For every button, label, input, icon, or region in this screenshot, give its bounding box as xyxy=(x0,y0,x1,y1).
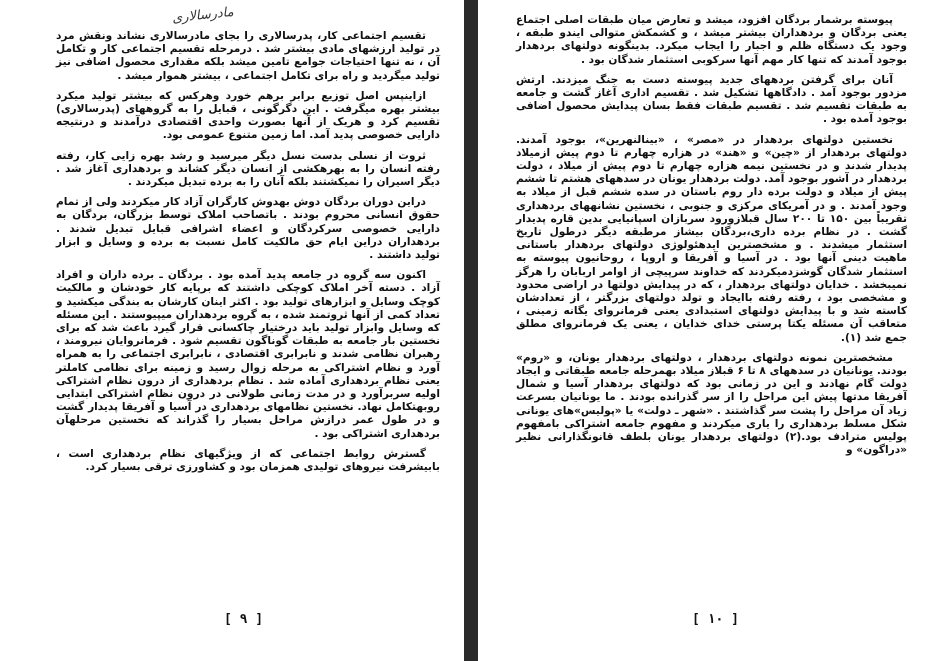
paragraph: دراین دوران بردگان دوش بهدوش کارگران آزاد کار میکردند ولی از تمام حقوق انسانی محروم بودند . باتصاحب املاک توسط بزرگان، بردگان به دارایی خصوصی سرکردگان و اعضاء اشرافی قبایل تبدیل شدند . بردهداران دراین ایام حق مالکیت کامل نسبت به برده و وسایل و ابزار تولید داشتند . xyxy=(56,196,440,262)
paragraph: پیوسته برشمار بردگان افزود، میشد و تعارض میان طبقات اصلی اجتماع یعنی بردگان و بردهداران بیشتر میشد ، و کشمکش متوالی ایندو طبقه ، وجود یک دستگاه ظلم و اجبار را ایجاب میکرد. بدینگونه دولتهای بردهدار بوجود آمدند که تنها کار مهم آنها سرکوبی استثمار شدگان بود . xyxy=(516,14,907,66)
left-page-text xyxy=(56,30,440,481)
page-number: [ ۹ ] xyxy=(224,612,264,627)
paragraph: تقسیم اجتماعی کار، پدرسالاری را بجای مادرسالاری نشاند ونقش مرد در تولید ارزشهای مادی بیشتر شد . درمرحله تقسیم اجتماعی کار و تکامل آن ، نه تنها احتیاجات جوامع تامین میشد بلکه مقداری محصول اضافی نیز تولید میگردید و راه برای تکامل اجتماعی ، بیشتر هموار میشد . xyxy=(56,30,440,82)
book-gutter xyxy=(464,0,478,661)
paragraph: مشخصترین نمونه دولتهای بردهدار ، دولتهای بردهدار یونان، و «روم» بودند. یونانیان در سدههای ۸ تا ۶ قبلاز میلاد بهمرحله جامعه طبقاتی و ایجاد دولت گام نهادند و این در زمانی بود که دولتهای بردهدار آسیا و شمال آفریقا مدتها پیش این مراحل را از سر گذرانده بودند . ما یونانیان بسرعت زیاد آن مراحل را پشت سر گذاشتند . «شهر ـ دولت» یا «پولیس»های یونانی شکل مسلط بردهداری را یاری میکردند و مفهوم جامعه اشتراکی بامفهوم پولیس مترادف بود.(۲) دولتهای بردهدار یونان بلطف قانونگذارانی نظیر «دراگون» و xyxy=(516,351,907,457)
paragraph: آنان برای گرفتن بردههای جدید پیوسته دست به جنگ میزدند. ارتش مزدور بوجود آمد . دادگاهها تشکیل شد . تقسیم اداری آغاز گشت و جامعه به طبقات تقسیم شد . تقسیم طبقات فقط بسان پیدایش محصول اضافی بوجود آمده بود . xyxy=(516,73,907,126)
handwritten-annotation: مادرسالاری xyxy=(171,4,235,27)
paragraph: گسترش روابط اجتماعی که از ویژگیهای نظام بردهداری است ، بابیشرفت نیروهای تولیدی همزمان بود و کشاورزی ترقی بسیار کرد. xyxy=(56,447,440,474)
right-page-text xyxy=(516,14,907,465)
paragraph: اکنون سه گروه در جامعه پدید آمده بود . بردگان ـ برده داران و افراد آزاد . دسته آخر املاک کوچکی داشتند که برپایه کار خودشان و مالکیت کوچک وسایل و ابزارهای تولید بود . اکثر اینان کارشان به بندگی میکشید و تعداد کمی از آنها ثروتمند شده ، به گروه بردهداران میپیوستند . این مسئله که وسایل وابزار تولید باید درختیار چاکسانی قرار گیرد باعث شد که برای نخستین بار جامعه به طبقات گوناگون تقسیم شود . فرمانروایان نیرومند ، رهبران نظامی شدند و نابرابری اقتصادی ، نابرابری اجتماعی را به همراه آورد و نظام اشتراکی به مرحله زوال رسید و زمینه برای نظامی کاملتر یعنی نظام بردهداری آماده شد . نظام بردهداری از درون نظام اشتراکی اولیه سربرآورد و در مدت زمانی طولانی در درون نظام اشتراکی ابتدایی روبهتکامل نهاد. نخستین نظامهای بردهداری در آسیا و آفریقا پدیدار گشت و در طول عمر درازش مراحل بسیار را گذراند که نخستین مرحلهآن بردهداری اشتراکی بود . xyxy=(56,269,440,440)
paragraph: نخستین دولتهای بردهدار در «مصر» ، «بینالنهرین»، بوجود آمدند. دولتهای بردهدار از «چین» و «هند» در هزاره چهارم تا دوم پیش ازمیلاد پدیدار شدند و در نخستین نیمه هزاره چهارم تا دوم پیش از میلاد ، دولت بردهدار در آشور بوجود آمد. دولت بردهدار یونان در سدههای هشتم تا ششم پیش از میلاد و دولت برده دار روم باستان در سده ششم قبل از میلاد به وجود آمدند . و در آمریکای مرکزی و جنوبی ، نخستین نشانههای بردهداری تقریباً بین ۱۵۰ تا ۲۰۰ سال قبلازورود سربازان اسپانیایی بدین قاره پدیدار گشت . در نظام برده داری،بردگان بیشاز مرطبقه دیگر درطول تاریخ استثمار میشدند . و مشخصترین ایدهئولوژی دولتهای بردهدار باستانی ماهیت دینی آنها بود . در آسیا و آفریقا و اروپا ، روحانیون پیوسته به استثمار شدگان گوشزدمیکردند که خداوند سرپیچی از اوامر اربابان را هرگز نمیبخشد . خدایان دولتهای بردهدار ، که در پیدایش دولتها در اراضی محدود و مشخصی بود ، رفته رفته باایجاد و تولد دولتهای بزرگتر ، از تعدادشان کاسته شد و با پیدایش دولتهای استبدادی یعنی فرمانروای یگانه زمینی ، متعاقب آن مسئله یکتا پرستی خدای خدایان ، یعنی یک فرمانروای مطلق جمع شد (۱). xyxy=(516,133,907,344)
page-number: [ ۱۰ ] xyxy=(692,612,739,627)
right-page xyxy=(478,0,941,661)
paragraph: ازاینپس اصل توزیع برابر برهم خورد وهرکس که بیشتر تولید میکرد بیشتر بهره میگرفت . این دگرگونی ، قبایل را به گروههای (پدرسالاری) تقسیم کرد و هریک از آنها بصورت واحدی اقتصادی درآمدند و درنتیجه دارایی خصوصی پدید آمد. اما زمین متنوع عمومی بود. xyxy=(56,89,440,142)
left-page xyxy=(0,0,464,661)
paragraph: ثروت از نسلی بدست نسل دیگر میرسید و رشد بهره زایی کار، رفته رفته انسان را به بهرهکشی از انسان دیگر کشاند و بردهداری آغاز شد . دیگر اسیران را نمیکشتند بلکه آنان را به برده تبدیل میکردند . xyxy=(56,149,440,189)
